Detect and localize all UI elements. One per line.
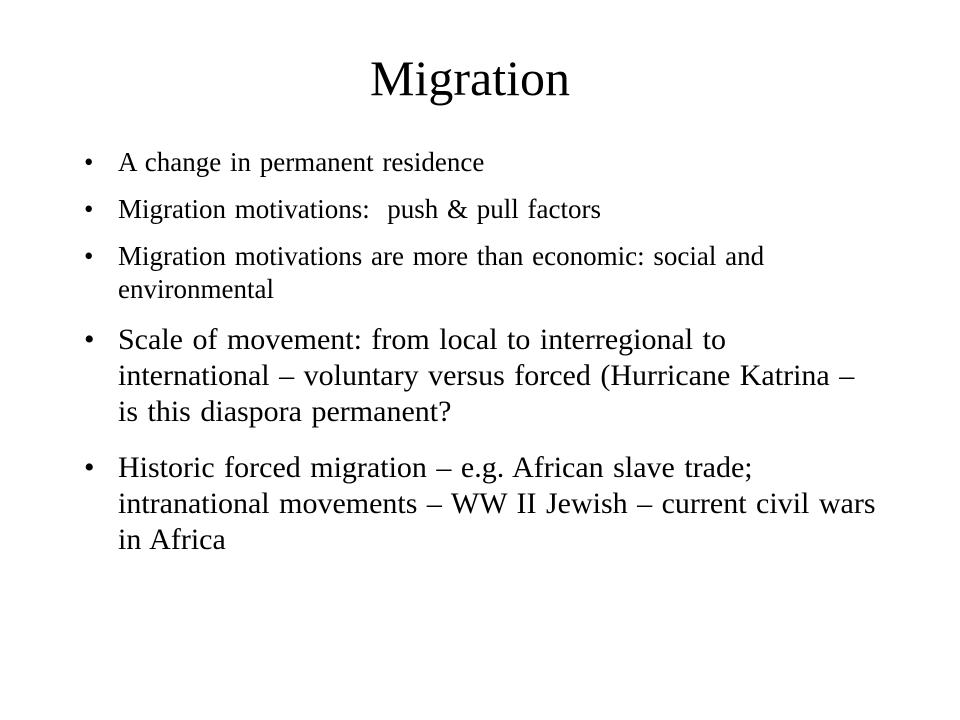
- bullet-dot-icon: •: [84, 241, 94, 271]
- bullet-item: [80, 193, 880, 226]
- bullet-text: Historic forced migration – e.g. African slave trade; intranational movements – WW II Jewish – current civil wars in Africa: [118, 451, 876, 556]
- bullet-text: Migration motivations are more than economic: social and environmental: [118, 241, 765, 304]
- bullet-dot-icon: •: [84, 323, 95, 356]
- bullet-text: A change in permanent residence: [118, 147, 485, 177]
- bullet-item: [80, 146, 880, 179]
- bullet-text: Migration motivations: push & pull factors: [118, 194, 601, 224]
- bullet-dot-icon: •: [84, 147, 94, 177]
- bullet-item: [80, 450, 880, 558]
- bullet-item: [80, 240, 880, 306]
- slide-title: Migration: [370, 50, 570, 106]
- bullet-dot-icon: •: [84, 194, 94, 224]
- bullet-item: [80, 322, 880, 430]
- bullet-dot-icon: •: [84, 451, 95, 484]
- bullet-text: Scale of movement: from local to interregional to international – voluntary versus forced (Hurricane Katrina – is this diaspora permanent?: [118, 323, 855, 428]
- bullet-list: [80, 146, 880, 558]
